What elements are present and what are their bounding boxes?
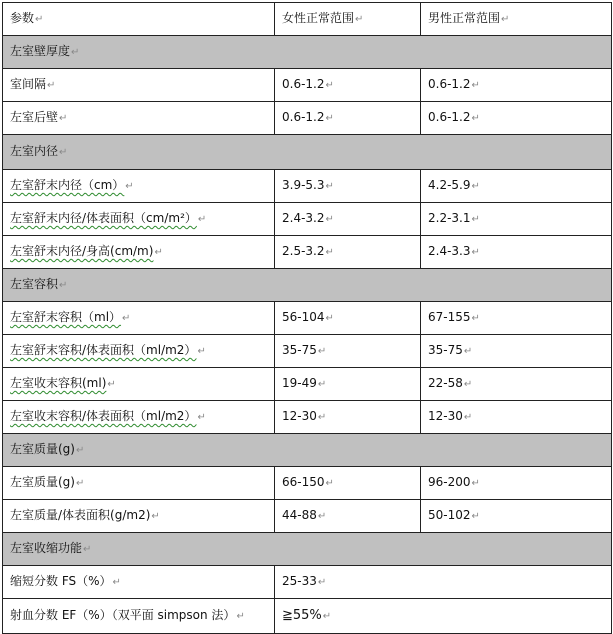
table-row — [3, 170, 612, 203]
female-range-cell: 35-75↵ — [275, 335, 421, 368]
section-mass: 左室质量(g)↵ — [3, 434, 612, 467]
section-row — [3, 434, 612, 467]
table-row — [3, 335, 612, 368]
section-row — [3, 135, 612, 170]
param-cell: 左室舒末内径/身高(cm/m)↵ — [3, 236, 275, 269]
param-cell: 左室质量/体表面积(g/m2)↵ — [3, 500, 275, 533]
female-range-cell: 66-150↵ — [275, 467, 421, 500]
section-row — [3, 36, 612, 69]
male-range-cell: 35-75↵ — [421, 335, 612, 368]
male-range-cell: 96-200↵ — [421, 467, 612, 500]
male-range-cell: 2.2-3.1↵ — [421, 203, 612, 236]
reference-table — [2, 2, 612, 634]
table-row — [3, 401, 612, 434]
param-cell: 左室舒末容积（ml）↵ — [3, 302, 275, 335]
param-cell: 左室收末容积(ml)↵ — [3, 368, 275, 401]
female-range-cell: 0.6-1.2↵ — [275, 69, 421, 102]
param-cell: 缩短分数 FS（%）↵ — [3, 566, 275, 599]
table-row — [3, 599, 612, 634]
param-cell: 左室质量(g)↵ — [3, 467, 275, 500]
table-row — [3, 69, 612, 102]
female-range-cell: 0.6-1.2↵ — [275, 102, 421, 135]
table-header-row — [3, 3, 612, 36]
header-male: 男性正常范围↵ — [421, 3, 612, 36]
section-systolic: 左室收缩功能↵ — [3, 533, 612, 566]
param-cell: 左室舒末内径/体表面积（cm/m²）↵ — [3, 203, 275, 236]
range-cell: ≧55%↵ — [275, 599, 612, 634]
male-range-cell: 2.4-3.3↵ — [421, 236, 612, 269]
section-inner-diameter: 左室内径↵ — [3, 135, 612, 170]
header-param: 参数↵ — [3, 3, 275, 36]
range-cell: 25-33↵ — [275, 566, 612, 599]
male-range-cell: 67-155↵ — [421, 302, 612, 335]
table-row — [3, 102, 612, 135]
female-range-cell: 3.9-5.3↵ — [275, 170, 421, 203]
param-cell: 左室舒末容积/体表面积（ml/m2）↵ — [3, 335, 275, 368]
section-row — [3, 269, 612, 302]
table-row — [3, 467, 612, 500]
section-volume: 左室容积↵ — [3, 269, 612, 302]
male-range-cell: 50-102↵ — [421, 500, 612, 533]
table-row — [3, 500, 612, 533]
table-row — [3, 236, 612, 269]
male-range-cell: 0.6-1.2↵ — [421, 69, 612, 102]
table-row — [3, 203, 612, 236]
table-row — [3, 302, 612, 335]
female-range-cell: 44-88↵ — [275, 500, 421, 533]
header-female: 女性正常范围↵ — [275, 3, 421, 36]
param-cell: 射血分数 EF（%）（双平面 simpson 法）↵ — [3, 599, 275, 634]
param-cell: 左室后壁↵ — [3, 102, 275, 135]
female-range-cell: 2.5-3.2↵ — [275, 236, 421, 269]
female-range-cell: 19-49↵ — [275, 368, 421, 401]
male-range-cell: 12-30↵ — [421, 401, 612, 434]
table-row — [3, 566, 612, 599]
male-range-cell: 4.2-5.9↵ — [421, 170, 612, 203]
section-wall-thickness: 左室壁厚度↵ — [3, 36, 612, 69]
section-row — [3, 533, 612, 566]
male-range-cell: 22-58↵ — [421, 368, 612, 401]
female-range-cell: 56-104↵ — [275, 302, 421, 335]
male-range-cell: 0.6-1.2↵ — [421, 102, 612, 135]
table-row — [3, 368, 612, 401]
param-cell: 左室舒末内径（cm）↵ — [3, 170, 275, 203]
female-range-cell: 2.4-3.2↵ — [275, 203, 421, 236]
female-range-cell: 12-30↵ — [275, 401, 421, 434]
param-cell: 室间隔↵ — [3, 69, 275, 102]
param-cell: 左室收末容积/体表面积（ml/m2）↵ — [3, 401, 275, 434]
